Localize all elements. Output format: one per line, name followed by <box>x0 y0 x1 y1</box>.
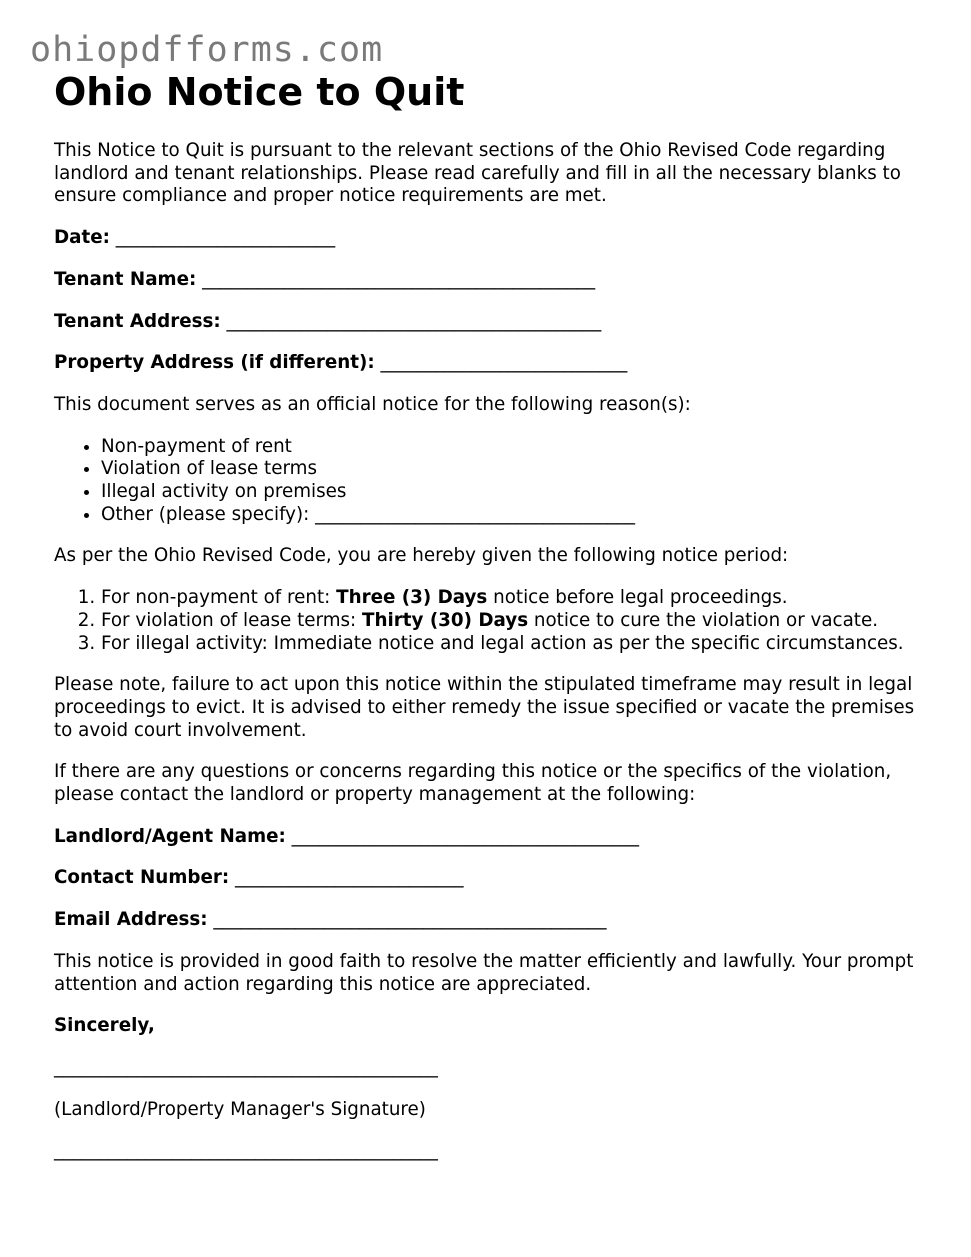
signature-caption: (Landlord/Property Manager's Signature) <box>54 1098 426 1120</box>
period-text: notice to cure the violation or vacate. <box>528 609 879 631</box>
landlord-name-label: Landlord/Agent Name: <box>54 825 286 847</box>
period-text: For violation of lease terms: <box>101 609 363 631</box>
email-address-blank[interactable]: ___________________________________________ <box>213 909 607 931</box>
property-address-blank[interactable]: ___________________________ <box>380 352 628 374</box>
reason-item: • Non-payment of rent <box>101 436 934 459</box>
reason-item: • Violation of lease terms <box>101 458 934 481</box>
document-body <box>54 68 934 1163</box>
closing-paragraph: This notice is provided in good faith to resolve the matter efficiently and lawfully. Your prompt attention and action regarding this notice are appreciated. <box>54 950 914 995</box>
contact-number-label: Contact Number: <box>54 867 230 889</box>
tenant-address-blank[interactable]: _________________________________________ <box>226 310 602 332</box>
date-field <box>54 227 934 250</box>
watermark: ohiopdfforms.com <box>30 30 384 70</box>
property-address-field <box>54 352 934 375</box>
tenant-address-field <box>54 311 934 334</box>
landlord-name-field <box>54 826 934 849</box>
period-item <box>101 610 934 633</box>
contact-intro: If there are any questions or concerns regarding this notice or the specifics of the violation, please contact the landlord or property management at the following: <box>54 761 892 806</box>
tenant-name-blank[interactable]: ___________________________________________ <box>202 268 596 290</box>
reason-other-label: Other (please specify): <box>101 503 310 525</box>
sincerely <box>54 1015 934 1038</box>
contact-number-field <box>54 867 934 890</box>
reason-item: • Illegal activity on premises <box>101 481 934 504</box>
email-address-label: Email Address: <box>54 909 208 931</box>
period-text: For illegal activity: Immediate notice and legal action as per the specific circumstances. <box>101 632 904 654</box>
period-item <box>101 587 934 610</box>
reason-item-other <box>101 504 934 527</box>
tenant-name-label: Tenant Name: <box>54 268 197 290</box>
period-text: notice before legal proceedings. <box>487 587 788 609</box>
page-title: Ohio Notice to Quit <box>54 70 465 114</box>
intro-paragraph: This Notice to Quit is pursuant to the relevant sections of the Ohio Revised Code regarding landlord and tenant relationships. Please read carefully and fill in all the necessary blanks to ensure compliance and proper notice requirements are met. <box>54 140 901 207</box>
period-text: For non-payment of rent: <box>101 587 337 609</box>
contact-number-blank[interactable]: _________________________ <box>235 867 464 889</box>
email-address-field <box>54 909 934 932</box>
warning-paragraph: Please note, failure to act upon this notice within the stipulated timeframe may result in legal proceedings to evict. It is advised to either remedy the issue specified or vacate the premises to avoid court involvement. <box>54 674 915 741</box>
period-duration: Three (3) Days <box>336 587 488 609</box>
tenant-name-field <box>54 269 934 292</box>
reasons-intro: This document serves as an official notice for the following reason(s): <box>54 393 691 415</box>
period-item <box>101 633 934 656</box>
period-intro: As per the Ohio Revised Code, you are hereby given the following notice period: <box>54 545 789 567</box>
period-duration: Thirty (30) Days <box>362 609 529 631</box>
date-blank[interactable]: ________________________ <box>115 227 336 249</box>
reason-other-blank[interactable]: ___________________________________ <box>315 503 636 525</box>
notice-period-list <box>54 587 934 655</box>
date-signature-line[interactable]: __________________________________________ <box>54 1140 438 1162</box>
signature-line[interactable]: __________________________________________ <box>54 1056 438 1078</box>
tenant-address-label: Tenant Address: <box>54 310 221 332</box>
property-address-label: Property Address (if different): <box>54 352 375 374</box>
reasons-list <box>54 436 934 527</box>
landlord-name-blank[interactable]: ______________________________________ <box>291 825 639 847</box>
sincerely-text: Sincerely, <box>54 1015 155 1037</box>
date-label: Date: <box>54 227 110 249</box>
